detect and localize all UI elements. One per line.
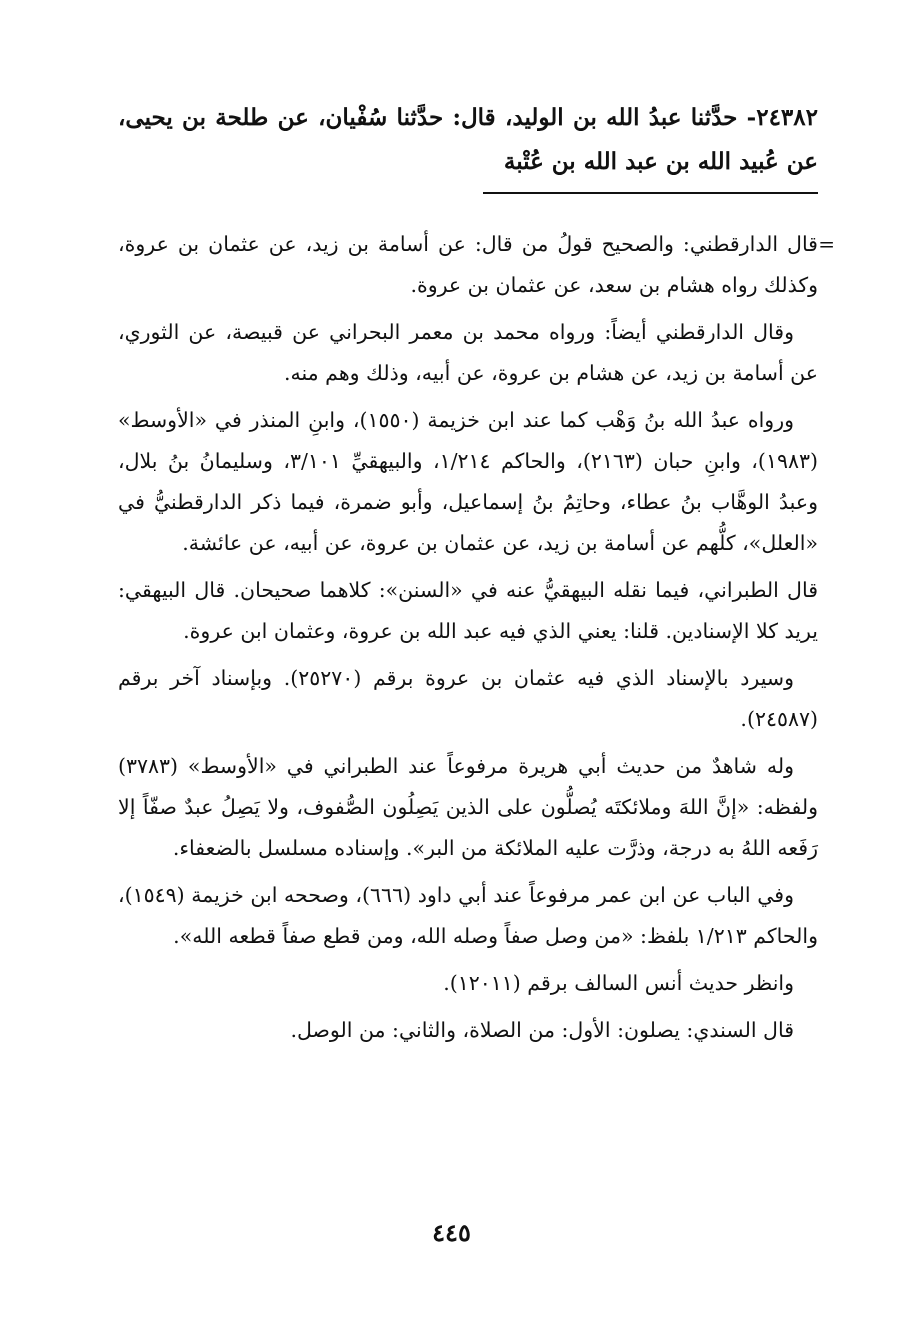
footnote-paragraph: وفي الباب عن ابن عمر مرفوعاً عند أبي داود (٦٦٦)، وصححه ابن خزيمة (١٥٤٩)، والحاكم ١/٢١٣ بلفظ: «من وصل صفاً وصله الله، ومن قطع صفاً قطعه الله».	[118, 883, 818, 948]
footnote-paragraph: قال الدارقطني: والصحيح قولُ من قال: عن أسامة بن زيد، عن عثمان بن عروة، وكذلك رواه هشام بن سعد، عن عثمان بن عروة.	[118, 232, 818, 297]
footnote-paragraph: قال السندي: يصلون: الأول: من الصلاة، والثاني: من الوصل.	[290, 1018, 794, 1042]
footnote-paragraph: ورواه عبدُ الله بنُ وَهْب كما عند ابن خزيمة (١٥٥٠)، وابنِ المنذر في «الأوسط» (١٩٨٣)، وابنِ حبان (٢١٦٣)، والحاكم ١/٢١٤، والبيهقيِّ ٣/١٠١، وسليمانُ بنُ بلال، وعبدُ الوهَّاب بنُ عطاء، وحاتِمُ بنُ إسماعيل، وأبو ضمرة، فيما ذكر الدارقطنيُّ في «العلل»، كلُّهم عن أسامة بن زيد، عن عثمان بن عروة، عن أبيه، عن عائشة.	[118, 408, 818, 555]
footnote-paragraph: وقال الدارقطني أيضاً: ورواه محمد بن معمر البحراني عن قبيصة، عن الثوري، عن أسامة بن زيد، عن هشام بن عروة، عن أبيه، وذلك وهم منه.	[118, 320, 818, 385]
page-number: ٤٤٥	[432, 1218, 471, 1247]
footnote-paragraph: وله شاهدٌ من حديث أبي هريرة مرفوعاً عند الطبراني في «الأوسط» (٣٧٨٣) ولفظه: «إنَّ اللهَ وملائكتَه يُصلُّون على الذين يَصِلُون الصُّفوف، ولا يَصِلُ عبدٌ صفّاً إلا رَفَعه اللهُ به درجة، وذرَّت عليه الملائكة من البر». وإسناده مسلسل بالضعفاء.	[118, 754, 818, 860]
footnote-paragraph: قال الطبراني، فيما نقله البيهقيُّ عنه في «السنن»: كلاهما صحيحان. قال البيهقي: يريد كلا الإسنادين. قلنا: يعني الذي فيه عبد الله بن عروة، وعثمان ابن عروة.	[118, 578, 818, 643]
hadith-text: ٢٤٣٨٢- حدَّثنا عبدُ الله بن الوليد، قال: حدَّثنا سُفْيان، عن طلحة بن يحيى، عن عُبيد الله بن عبد الله بن عُتْبة	[118, 104, 818, 175]
footnote-paragraph: وانظر حديث أنس السالف برقم (١٢٠١١).	[443, 971, 794, 995]
footnote-separator	[483, 192, 818, 194]
footnote-paragraph: وسيرد بالإسناد الذي فيه عثمان بن عروة برقم (٢٥٢٧٠). وبإسناد آخر برقم (٢٤٥٨٧).	[118, 666, 818, 731]
footnote-continuation-mark: =	[818, 232, 835, 256]
footnotes	[118, 224, 818, 1057]
